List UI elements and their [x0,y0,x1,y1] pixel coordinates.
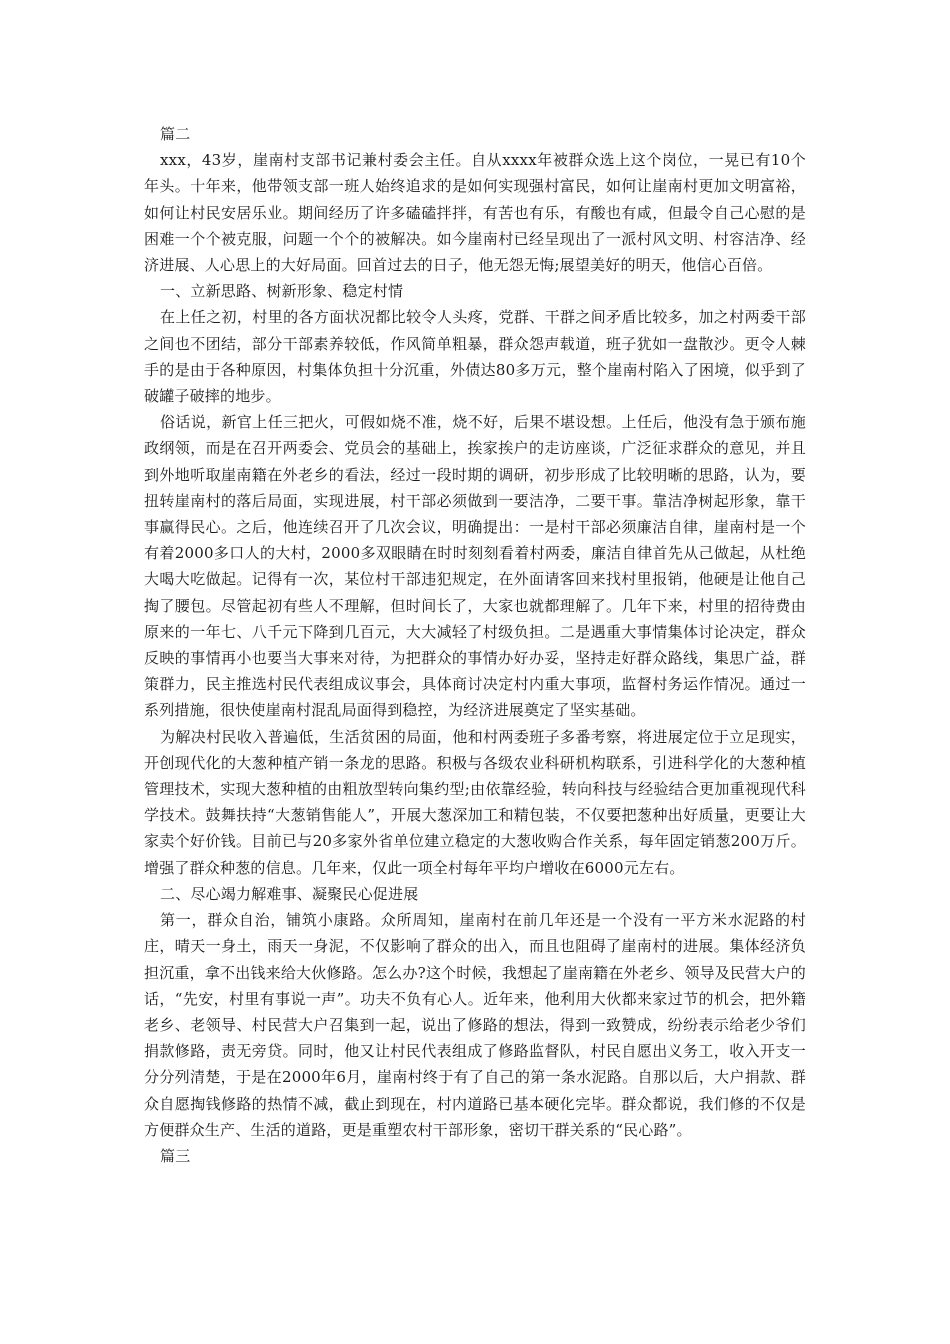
heading-part-1: 一、立新思路、树新形象、稳定村情 [160,282,404,301]
paragraph-new-official: 俗话说，新官上任三把火，可假如烧不准，烧不好，后果不堪设想。上任后，他没有急于颁布施政纲领，而是在召开两委会、党员会的基础上，挨家挨户的走访座谈，广泛征求群众的意见，并且到外地听取崖南籍在外老乡的看法，经过一段时期的调研，初步形成了比较明晰的思路，认为，要扭转崖南村的落后局面，实现进展，村干部必须做到一要洁净，二要干事。靠洁净树起形象，靠干事赢得民心。之后，他连续召开了几次会议，明确提出：一是村干部必须廉洁自律，崖南村是一个有着2000多口人的大村，2000多双眼睛在时时刻刻看着村两委，廉洁自律首先从己做起，从杜绝大喝大吃做起。记得有一次，某位村干部违犯规定，在外面请客回来找村里报销，他硬是让他自己掏了腰包。尽管起初有些人不理解，但时间长了，大家也就都理解了。几年下来，村里的招待费由原来的一年七、八千元下降到几百元，大大减轻了村级负担。二是遇重大事情集体讨论决定，群众反映的事情再小也要当大事来对待，为把群众的事情办好办妥，坚持走好群众路线，集思广益，群策群力，民主推选村民代表组成议事会，具体商讨决定村内重大事项，监督村务运作情况。通过一系列措施，很快使崖南村混乱局面得到稳控，为经济进展奠定了坚实基础。 [144,413,806,720]
section-title-2: 篇二 [160,125,191,143]
heading-part-2: 二、尽心竭力解难事、凝聚民心促进展 [160,884,419,903]
paragraph-scallion-industry: 为解决村民收入普遍低，生活贫困的局面，他和村两委班子多番考察，将进展定位于立足现实，开创现代化的大葱种植产销一条龙的思路。积极与各级农业科研机构联系，引进科学化的大葱种植管理技术，实现大葱种植的由粗放型转向集约型;由依靠经验，转向科技与经验结合更加重视现代科学技术。鼓舞扶持“大葱销售能人”，开展大葱深加工和精包装，不仅要把葱种出好质量，更要让大家卖个好价钱。目前已与20多家外省单位建立稳定的大葱收购合作关系，每年固定销葱200万斤。增强了群众种葱的信息。几年来，仅此一项全村每年平均户增收在6000元左右。 [144,727,806,877]
paragraph-road-building: 第一，群众自治，铺筑小康路。众所周知，崖南村在前几年还是一个没有一平方米水泥路的村庄，晴天一身土，雨天一身泥，不仅影响了群众的出入，而且也阻碍了崖南村的进展。集体经济负担沉重，拿不出钱来给大伙修路。怎么办?这个时候，我想起了崖南籍在外老乡、领导及民营大户的话，“先安，村里有事说一声”。功夫不负有心人。近年来，他利用大伙都来家过节的机会，把外籍老乡、老领导、村民营大户召集到一起，说出了修路的想法，得到一致赞成，纷纷表示给老少爷们捐款修路，责无旁贷。同时，他又让村民代表组成了修路监督队，村民自愿出义务工，收入开支一分分列清楚，于是在2000年6月，崖南村终于有了自己的第一条水泥路。自那以后，大户捐款、群众自愿掏钱修路的热情不减，截止到现在，村内道路已基本硬化完毕。群众都说，我们修的不仅是方便群众生产、生活的道路，更是重塑农村干部形象，密切干群关系的“民心路”。 [144,911,806,1139]
section-title-3: 篇三 [160,1146,191,1165]
paragraph-initial-situation: 在上任之初，村里的各方面状况都比较令人头疼，党群、干群之间矛盾比较多，加之村两委干部之间也不团结，部分干部素养较低，作风简单粗暴，群众怨声载道，班子犹如一盘散沙。更令人棘手的是由于各种原因，村集体负担十分沉重，外债达80多万元，整个崖南村陷入了困境，似乎到了破罐子破摔的地步。 [144,308,806,406]
document-page [144,121,806,1169]
paragraph-intro: xxx，43岁，崖南村支部书记兼村委会主任。自从xxxx年被群众选上这个岗位，一晃已有10个年头。十年来，他带领支部一班人始终追求的是如何实现强村富民，如何让崖南村更加文明富裕，如何让村民安居乐业。期间经历了许多磕磕拌拌，有苦也有乐，有酸也有咸，但最令自己心慰的是困难一个个被克服，问题一个个的被解决。如今崖南村已经呈现出了一派村风文明、村容洁净、经济进展、人心思上的大好局面。回首过去的日子，他无怨无悔;展望美好的明天，他信心百倍。 [144,151,806,275]
